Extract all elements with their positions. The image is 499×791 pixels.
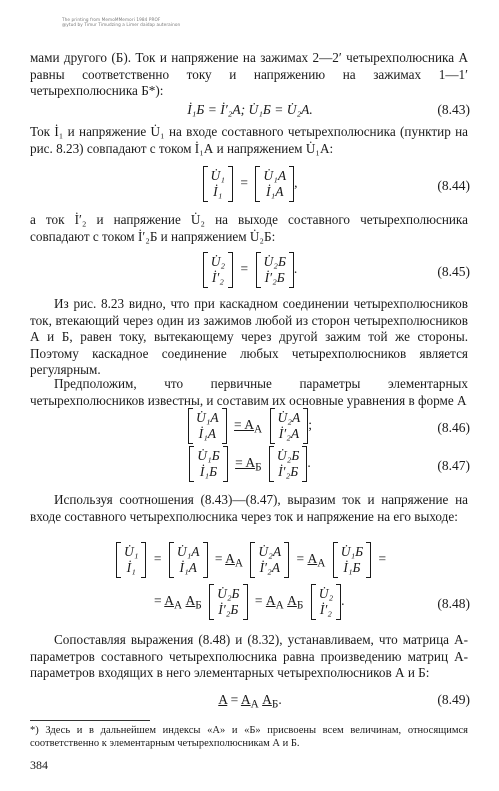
equation-8-43: [30, 102, 470, 122]
paragraph-7: Сопоставляя выражения (8.48) и (8.32), устанавливаем, что матрица A-параметров составного четырехполюсника равна произведению матриц A-параметров входящих в него элементарных четырехполюсников А и Б:: [30, 632, 468, 681]
equation-8-47: U̇₁Б İ₁Б = $A_Б$ U̇₂Б İ′₂Б . (8.47): [30, 446, 470, 486]
paragraph-6: Используя соотношения (8.43)—(8.47), выразим ток и напряжение на входе составного четырехполюсника через ток и напряжение на его выходе:: [30, 492, 468, 524]
equation-8-45-number: (8.45): [437, 264, 470, 279]
paragraph-1: мами другого (Б). Ток и напряжение на зажимах 2—2′ четырехполюсника А равны соответственно току и напряжению на зажимах 1—1′ четырехполюсника Б*):: [30, 50, 468, 99]
equation-8-48-number: (8.48): [437, 596, 470, 611]
paragraph-2: Ток İ₁ и напряжение U̇₁ на входе составного четырехполюсника (пунктир на рис. 8.23) совпадают с током İ₁А и напряжением U̇₁А:: [30, 124, 468, 156]
paragraph-4: Из рис. 8.23 видно, что при каскадном соединении четырехполюсников ток, втекающий через один из зажимов любой из сторон четырехполюсников А и Б, равен току, вытекающему через другой зажим той же стороны. Поэтому каскадное соединение любых четырехполюсников является регулярным.: [30, 296, 468, 378]
equation-8-48-row-2: = $A_А$ $A_Б$ U̇₂Б İ′₂Б = $A_А$ $A_Б$ U̇₂ İ′₂ .: [150, 584, 499, 620]
equation-8-43-number: (8.43): [437, 102, 470, 117]
equation-8-44-number: (8.44): [437, 178, 470, 193]
equation-8-46: U̇₁А İ₁А = $A_А$ U̇₂А İ′₂А ; (8.46): [30, 408, 470, 448]
equation-8-47-number: (8.47): [437, 458, 470, 473]
equation-8-45: U̇₂ İ′₂ = U̇₂Б İ′₂Б . (8.45): [30, 252, 470, 292]
matrix-right: U̇₁А İ₁А: [255, 166, 294, 202]
watermark-line-1: The printing from MemoMMemori 1984 PROF: [62, 17, 161, 22]
page-number: 384: [30, 758, 48, 772]
scan-watermark: [62, 17, 212, 27]
equation-8-49-number: (8.49): [437, 692, 470, 707]
watermark-line-2: @ytud by Timur Timudzing a Limer daidap auterainon: [62, 22, 181, 27]
equation-8-46-number: (8.46): [437, 420, 470, 435]
equation-8-43-body: İ₁Б = İ′₂А; U̇₁Б = U̇₂А.: [187, 102, 313, 117]
paragraph-3: а ток İ′₂ и напряжение U̇₂ на выходе составного четырехполюсника совпадают с током İ′₂Б и напряжением U̇₂Б:: [30, 212, 468, 244]
equation-8-44: U̇₁ İ₁ = U̇₁А İ₁А , (8.44): [30, 166, 470, 206]
paragraph-5: Предположим, что первичные параметры элементарных четырехполюсников известны, и составим их основные уравнения в форме A: [30, 376, 468, 408]
matrix-left: U̇₁ İ₁: [203, 166, 233, 202]
footnote-rule: [30, 720, 150, 721]
equation-8-49: $A = A_А$ $A_Б$. (8.49): [218, 692, 470, 711]
footnote: *) Здесь и в дальнейшем индексы «А» и «Б» присвоены всем величинам, относящимся соответственно к элементарным четырехполюсникам А и Б.: [30, 725, 468, 749]
equation-8-48-row-1: U̇₁ İ₁ = U̇₁А İ₁А = $A_А$ U̇₂А İ′₂А = $A_А$ U̇₁Б İ₁Б =: [116, 542, 499, 578]
equation-8-48: [30, 542, 470, 624]
